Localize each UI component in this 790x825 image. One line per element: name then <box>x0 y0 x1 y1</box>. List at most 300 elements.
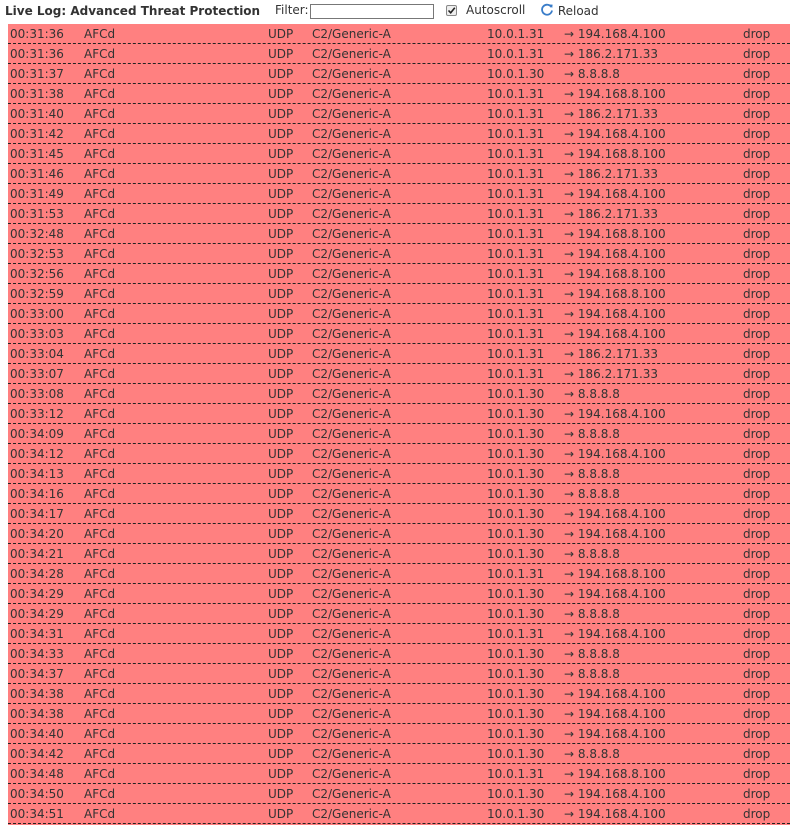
log-time: 00:34:48 <box>10 767 64 781</box>
log-destination: → 186.2.171.33 <box>564 347 659 361</box>
log-source: 10.0.1.30 <box>487 67 545 81</box>
log-signature: C2/Generic-A <box>312 407 391 421</box>
log-signature: C2/Generic-A <box>312 787 391 801</box>
log-row <box>8 764 790 784</box>
log-action: drop <box>743 467 771 481</box>
log-row <box>8 444 790 464</box>
log-source: 10.0.1.30 <box>487 547 545 561</box>
log-time: 00:34:31 <box>10 627 64 641</box>
log-destination: → 8.8.8.8 <box>564 67 620 81</box>
log-protocol: UDP <box>268 507 294 521</box>
log-row <box>8 744 790 764</box>
log-source: 10.0.1.30 <box>487 807 545 821</box>
log-source: 10.0.1.31 <box>487 567 545 581</box>
log-protocol: UDP <box>268 767 294 781</box>
log-time: 00:34:50 <box>10 787 64 801</box>
log-protocol: UDP <box>268 567 294 581</box>
log-row <box>8 104 790 124</box>
log-app: AFCd <box>84 527 116 541</box>
log-destination: → 194.168.4.100 <box>564 127 666 141</box>
log-time: 00:33:07 <box>10 367 64 381</box>
log-destination: → 194.168.8.100 <box>564 767 666 781</box>
log-source: 10.0.1.30 <box>487 487 545 501</box>
log-time: 00:33:04 <box>10 347 64 361</box>
log-row <box>8 644 790 664</box>
log-time: 00:32:48 <box>10 227 64 241</box>
log-protocol: UDP <box>268 407 294 421</box>
log-action: drop <box>743 807 771 821</box>
log-signature: C2/Generic-A <box>312 807 391 821</box>
log-protocol: UDP <box>268 467 294 481</box>
log-action: drop <box>743 487 771 501</box>
log-source: 10.0.1.31 <box>487 307 545 321</box>
log-signature: C2/Generic-A <box>312 647 391 661</box>
log-signature: C2/Generic-A <box>312 187 391 201</box>
log-time: 00:31:36 <box>10 27 64 41</box>
log-app: AFCd <box>84 727 116 741</box>
log-app: AFCd <box>84 267 116 281</box>
log-time: 00:31:46 <box>10 167 64 181</box>
log-protocol: UDP <box>268 207 294 221</box>
log-destination: → 194.168.8.100 <box>564 567 666 581</box>
log-time: 00:31:38 <box>10 87 64 101</box>
log-signature: C2/Generic-A <box>312 747 391 761</box>
log-destination: → 194.168.4.100 <box>564 807 666 821</box>
log-protocol: UDP <box>268 27 294 41</box>
log-app: AFCd <box>84 387 116 401</box>
log-source: 10.0.1.30 <box>487 507 545 521</box>
log-app: AFCd <box>84 47 116 61</box>
log-signature: C2/Generic-A <box>312 307 391 321</box>
log-action: drop <box>743 587 771 601</box>
log-row <box>8 64 790 84</box>
log-app: AFCd <box>84 647 116 661</box>
log-destination: → 194.168.4.100 <box>564 507 666 521</box>
log-app: AFCd <box>84 107 116 121</box>
log-action: drop <box>743 507 771 521</box>
log-destination: → 186.2.171.33 <box>564 167 659 181</box>
log-source: 10.0.1.31 <box>487 247 545 261</box>
log-time: 00:34:17 <box>10 507 64 521</box>
log-time: 00:34:38 <box>10 687 64 701</box>
log-protocol: UDP <box>268 487 294 501</box>
log-protocol: UDP <box>268 547 294 561</box>
log-signature: C2/Generic-A <box>312 367 391 381</box>
log-destination: → 194.168.4.100 <box>564 27 666 41</box>
checkmark-icon <box>447 6 456 15</box>
log-row <box>8 704 790 724</box>
log-action: drop <box>743 687 771 701</box>
log-action: drop <box>743 727 771 741</box>
log-signature: C2/Generic-A <box>312 287 391 301</box>
log-source: 10.0.1.31 <box>487 227 545 241</box>
log-destination: → 186.2.171.33 <box>564 207 659 221</box>
log-protocol: UDP <box>268 727 294 741</box>
log-action: drop <box>743 87 771 101</box>
log-app: AFCd <box>84 87 116 101</box>
log-source: 10.0.1.30 <box>487 707 545 721</box>
log-time: 00:34:33 <box>10 647 64 661</box>
log-signature: C2/Generic-A <box>312 27 391 41</box>
log-source: 10.0.1.31 <box>487 287 545 301</box>
log-source: 10.0.1.30 <box>487 587 545 601</box>
log-app: AFCd <box>84 687 116 701</box>
log-time: 00:32:59 <box>10 287 64 301</box>
log-time: 00:31:37 <box>10 67 64 81</box>
log-row <box>8 544 790 564</box>
log-destination: → 194.168.4.100 <box>564 787 666 801</box>
log-destination: → 8.8.8.8 <box>564 487 620 501</box>
log-time: 00:31:45 <box>10 147 64 161</box>
log-time: 00:34:40 <box>10 727 64 741</box>
log-destination: → 8.8.8.8 <box>564 667 620 681</box>
log-destination: → 194.168.4.100 <box>564 407 666 421</box>
log-signature: C2/Generic-A <box>312 327 391 341</box>
log-signature: C2/Generic-A <box>312 347 391 361</box>
log-action: drop <box>743 187 771 201</box>
log-action: drop <box>743 747 771 761</box>
log-destination: → 194.168.4.100 <box>564 687 666 701</box>
log-app: AFCd <box>84 567 116 581</box>
log-app: AFCd <box>84 347 116 361</box>
log-row <box>8 424 790 444</box>
log-action: drop <box>743 607 771 621</box>
log-row <box>8 84 790 104</box>
log-action: drop <box>743 567 771 581</box>
log-time: 00:34:42 <box>10 747 64 761</box>
log-signature: C2/Generic-A <box>312 667 391 681</box>
log-source: 10.0.1.31 <box>487 107 545 121</box>
log-row <box>8 404 790 424</box>
log-row <box>8 664 790 684</box>
log-row <box>8 484 790 504</box>
log-protocol: UDP <box>268 807 294 821</box>
log-action: drop <box>743 767 771 781</box>
log-protocol: UDP <box>268 527 294 541</box>
log-app: AFCd <box>84 207 116 221</box>
log-action: drop <box>743 147 771 161</box>
log-action: drop <box>743 407 771 421</box>
log-action: drop <box>743 67 771 81</box>
log-protocol: UDP <box>268 387 294 401</box>
log-action: drop <box>743 267 771 281</box>
log-row <box>8 604 790 624</box>
log-protocol: UDP <box>268 787 294 801</box>
log-destination: → 8.8.8.8 <box>564 467 620 481</box>
log-time: 00:33:00 <box>10 307 64 321</box>
log-action: drop <box>743 647 771 661</box>
log-app: AFCd <box>84 807 116 821</box>
log-row <box>8 304 790 324</box>
log-source: 10.0.1.31 <box>487 207 545 221</box>
log-source: 10.0.1.30 <box>487 427 545 441</box>
log-protocol: UDP <box>268 47 294 61</box>
reload-icon <box>540 3 554 17</box>
log-protocol: UDP <box>268 667 294 681</box>
reload-button[interactable] <box>540 3 599 18</box>
page-title: Live Log: Advanced Threat Protection <box>5 4 261 18</box>
log-protocol: UDP <box>268 287 294 301</box>
log-action: drop <box>743 307 771 321</box>
log-app: AFCd <box>84 67 116 81</box>
log-source: 10.0.1.31 <box>487 47 545 61</box>
log-destination: → 194.168.4.100 <box>564 527 666 541</box>
log-row <box>8 564 790 584</box>
log-protocol: UDP <box>268 67 294 81</box>
log-protocol: UDP <box>268 267 294 281</box>
log-destination: → 194.168.4.100 <box>564 727 666 741</box>
log-signature: C2/Generic-A <box>312 67 391 81</box>
log-app: AFCd <box>84 767 116 781</box>
log-app: AFCd <box>84 127 116 141</box>
log-row <box>8 784 790 804</box>
log-app: AFCd <box>84 447 116 461</box>
log-time: 00:31:49 <box>10 187 64 201</box>
log-time: 00:34:29 <box>10 587 64 601</box>
reload-label[interactable]: Reload <box>557 4 599 18</box>
log-protocol: UDP <box>268 167 294 181</box>
log-destination: → 186.2.171.33 <box>564 107 659 121</box>
log-protocol: UDP <box>268 647 294 661</box>
log-time: 00:31:36 <box>10 47 64 61</box>
log-source: 10.0.1.30 <box>487 787 545 801</box>
log-row <box>8 464 790 484</box>
log-signature: C2/Generic-A <box>312 687 391 701</box>
log-signature: C2/Generic-A <box>312 167 391 181</box>
log-protocol: UDP <box>268 327 294 341</box>
log-signature: C2/Generic-A <box>312 147 391 161</box>
log-row <box>8 24 790 44</box>
log-source: 10.0.1.30 <box>487 387 545 401</box>
log-time: 00:31:53 <box>10 207 64 221</box>
log-source: 10.0.1.30 <box>487 687 545 701</box>
log-time: 00:34:37 <box>10 667 64 681</box>
autoscroll-checkbox[interactable] <box>446 5 457 16</box>
log-protocol: UDP <box>268 187 294 201</box>
log-source: 10.0.1.31 <box>487 187 545 201</box>
autoscroll-label[interactable]: Autoscroll <box>466 3 526 17</box>
log-app: AFCd <box>84 367 116 381</box>
log-time: 00:33:03 <box>10 327 64 341</box>
log-row <box>8 684 790 704</box>
log-protocol: UDP <box>268 427 294 441</box>
log-app: AFCd <box>84 547 116 561</box>
log-row <box>8 524 790 544</box>
log-time: 00:32:53 <box>10 247 64 261</box>
log-time: 00:34:21 <box>10 547 64 561</box>
log-time: 00:34:38 <box>10 707 64 721</box>
log-row <box>8 44 790 64</box>
log-signature: C2/Generic-A <box>312 107 391 121</box>
log-signature: C2/Generic-A <box>312 567 391 581</box>
log-time: 00:33:08 <box>10 387 64 401</box>
log-action: drop <box>743 247 771 261</box>
log-app: AFCd <box>84 307 116 321</box>
log-signature: C2/Generic-A <box>312 727 391 741</box>
log-action: drop <box>743 347 771 361</box>
log-app: AFCd <box>84 167 116 181</box>
log-action: drop <box>743 47 771 61</box>
log-destination: → 8.8.8.8 <box>564 607 620 621</box>
log-row <box>8 324 790 344</box>
log-signature: C2/Generic-A <box>312 527 391 541</box>
log-destination: → 186.2.171.33 <box>564 47 659 61</box>
log-destination: → 8.8.8.8 <box>564 427 620 441</box>
log-destination: → 8.8.8.8 <box>564 387 620 401</box>
log-destination: → 194.168.4.100 <box>564 447 666 461</box>
log-source: 10.0.1.30 <box>487 647 545 661</box>
log-time: 00:33:12 <box>10 407 64 421</box>
log-protocol: UDP <box>268 627 294 641</box>
log-signature: C2/Generic-A <box>312 447 391 461</box>
log-protocol: UDP <box>268 247 294 261</box>
log-destination: → 194.168.4.100 <box>564 327 666 341</box>
log-app: AFCd <box>84 407 116 421</box>
log-time: 00:34:13 <box>10 467 64 481</box>
log-row <box>8 384 790 404</box>
log-protocol: UDP <box>268 367 294 381</box>
log-row <box>8 124 790 144</box>
log-row <box>8 164 790 184</box>
log-source: 10.0.1.30 <box>487 527 545 541</box>
log-source: 10.0.1.31 <box>487 327 545 341</box>
log-protocol: UDP <box>268 447 294 461</box>
log-destination: → 8.8.8.8 <box>564 747 620 761</box>
log-action: drop <box>743 387 771 401</box>
log-app: AFCd <box>84 467 116 481</box>
log-source: 10.0.1.31 <box>487 767 545 781</box>
log-signature: C2/Generic-A <box>312 247 391 261</box>
log-action: drop <box>743 27 771 41</box>
log-source: 10.0.1.31 <box>487 627 545 641</box>
log-signature: C2/Generic-A <box>312 547 391 561</box>
log-signature: C2/Generic-A <box>312 587 391 601</box>
log-protocol: UDP <box>268 347 294 361</box>
log-destination: → 194.168.8.100 <box>564 267 666 281</box>
log-action: drop <box>743 447 771 461</box>
log-signature: C2/Generic-A <box>312 467 391 481</box>
log-action: drop <box>743 127 771 141</box>
log-protocol: UDP <box>268 307 294 321</box>
log-protocol: UDP <box>268 87 294 101</box>
log-destination: → 186.2.171.33 <box>564 367 659 381</box>
log-destination: → 194.168.8.100 <box>564 227 666 241</box>
log-source: 10.0.1.31 <box>487 267 545 281</box>
log-source: 10.0.1.30 <box>487 607 545 621</box>
log-destination: → 8.8.8.8 <box>564 647 620 661</box>
log-time: 00:34:16 <box>10 487 64 501</box>
log-protocol: UDP <box>268 147 294 161</box>
log-destination: → 194.168.4.100 <box>564 247 666 261</box>
log-row <box>8 804 790 824</box>
log-time: 00:34:51 <box>10 807 64 821</box>
log-source: 10.0.1.30 <box>487 667 545 681</box>
log-action: drop <box>743 167 771 181</box>
log-action: drop <box>743 707 771 721</box>
log-action: drop <box>743 327 771 341</box>
log-destination: → 194.168.4.100 <box>564 307 666 321</box>
log-app: AFCd <box>84 327 116 341</box>
log-destination: → 194.168.4.100 <box>564 627 666 641</box>
log-row <box>8 264 790 284</box>
log-signature: C2/Generic-A <box>312 767 391 781</box>
log-signature: C2/Generic-A <box>312 507 391 521</box>
log-source: 10.0.1.31 <box>487 367 545 381</box>
log-time: 00:34:12 <box>10 447 64 461</box>
log-row <box>8 584 790 604</box>
log-app: AFCd <box>84 667 116 681</box>
log-destination: → 194.168.8.100 <box>564 147 666 161</box>
log-action: drop <box>743 667 771 681</box>
log-signature: C2/Generic-A <box>312 387 391 401</box>
log-app: AFCd <box>84 227 116 241</box>
log-source: 10.0.1.31 <box>487 127 545 141</box>
log-source: 10.0.1.30 <box>487 467 545 481</box>
log-protocol: UDP <box>268 227 294 241</box>
log-protocol: UDP <box>268 607 294 621</box>
log-action: drop <box>743 287 771 301</box>
log-row <box>8 284 790 304</box>
log-source: 10.0.1.31 <box>487 87 545 101</box>
log-protocol: UDP <box>268 687 294 701</box>
log-source: 10.0.1.31 <box>487 347 545 361</box>
log-signature: C2/Generic-A <box>312 227 391 241</box>
log-source: 10.0.1.30 <box>487 407 545 421</box>
log-action: drop <box>743 627 771 641</box>
log-source: 10.0.1.30 <box>487 447 545 461</box>
log-action: drop <box>743 207 771 221</box>
log-time: 00:34:29 <box>10 607 64 621</box>
log-app: AFCd <box>84 487 116 501</box>
log-time: 00:34:20 <box>10 527 64 541</box>
log-row <box>8 204 790 224</box>
log-protocol: UDP <box>268 107 294 121</box>
log-source: 10.0.1.31 <box>487 167 545 181</box>
log-table <box>8 24 790 825</box>
log-action: drop <box>743 107 771 121</box>
log-app: AFCd <box>84 747 116 761</box>
log-app: AFCd <box>84 627 116 641</box>
log-app: AFCd <box>84 427 116 441</box>
log-row <box>8 364 790 384</box>
log-row <box>8 224 790 244</box>
log-protocol: UDP <box>268 587 294 601</box>
log-protocol: UDP <box>268 707 294 721</box>
log-time: 00:34:28 <box>10 567 64 581</box>
log-app: AFCd <box>84 787 116 801</box>
log-action: drop <box>743 227 771 241</box>
log-time: 00:34:09 <box>10 427 64 441</box>
log-action: drop <box>743 427 771 441</box>
filter-input[interactable] <box>310 4 434 19</box>
log-app: AFCd <box>84 587 116 601</box>
log-app: AFCd <box>84 287 116 301</box>
log-signature: C2/Generic-A <box>312 87 391 101</box>
log-source: 10.0.1.31 <box>487 147 545 161</box>
log-row <box>8 724 790 744</box>
filter-label: Filter: <box>275 3 309 17</box>
log-time: 00:32:56 <box>10 267 64 281</box>
log-signature: C2/Generic-A <box>312 267 391 281</box>
log-destination: → 194.168.4.100 <box>564 707 666 721</box>
log-signature: C2/Generic-A <box>312 707 391 721</box>
log-signature: C2/Generic-A <box>312 627 391 641</box>
log-signature: C2/Generic-A <box>312 47 391 61</box>
log-destination: → 194.168.8.100 <box>564 287 666 301</box>
log-signature: C2/Generic-A <box>312 487 391 501</box>
log-destination: → 194.168.4.100 <box>564 587 666 601</box>
log-source: 10.0.1.31 <box>487 27 545 41</box>
